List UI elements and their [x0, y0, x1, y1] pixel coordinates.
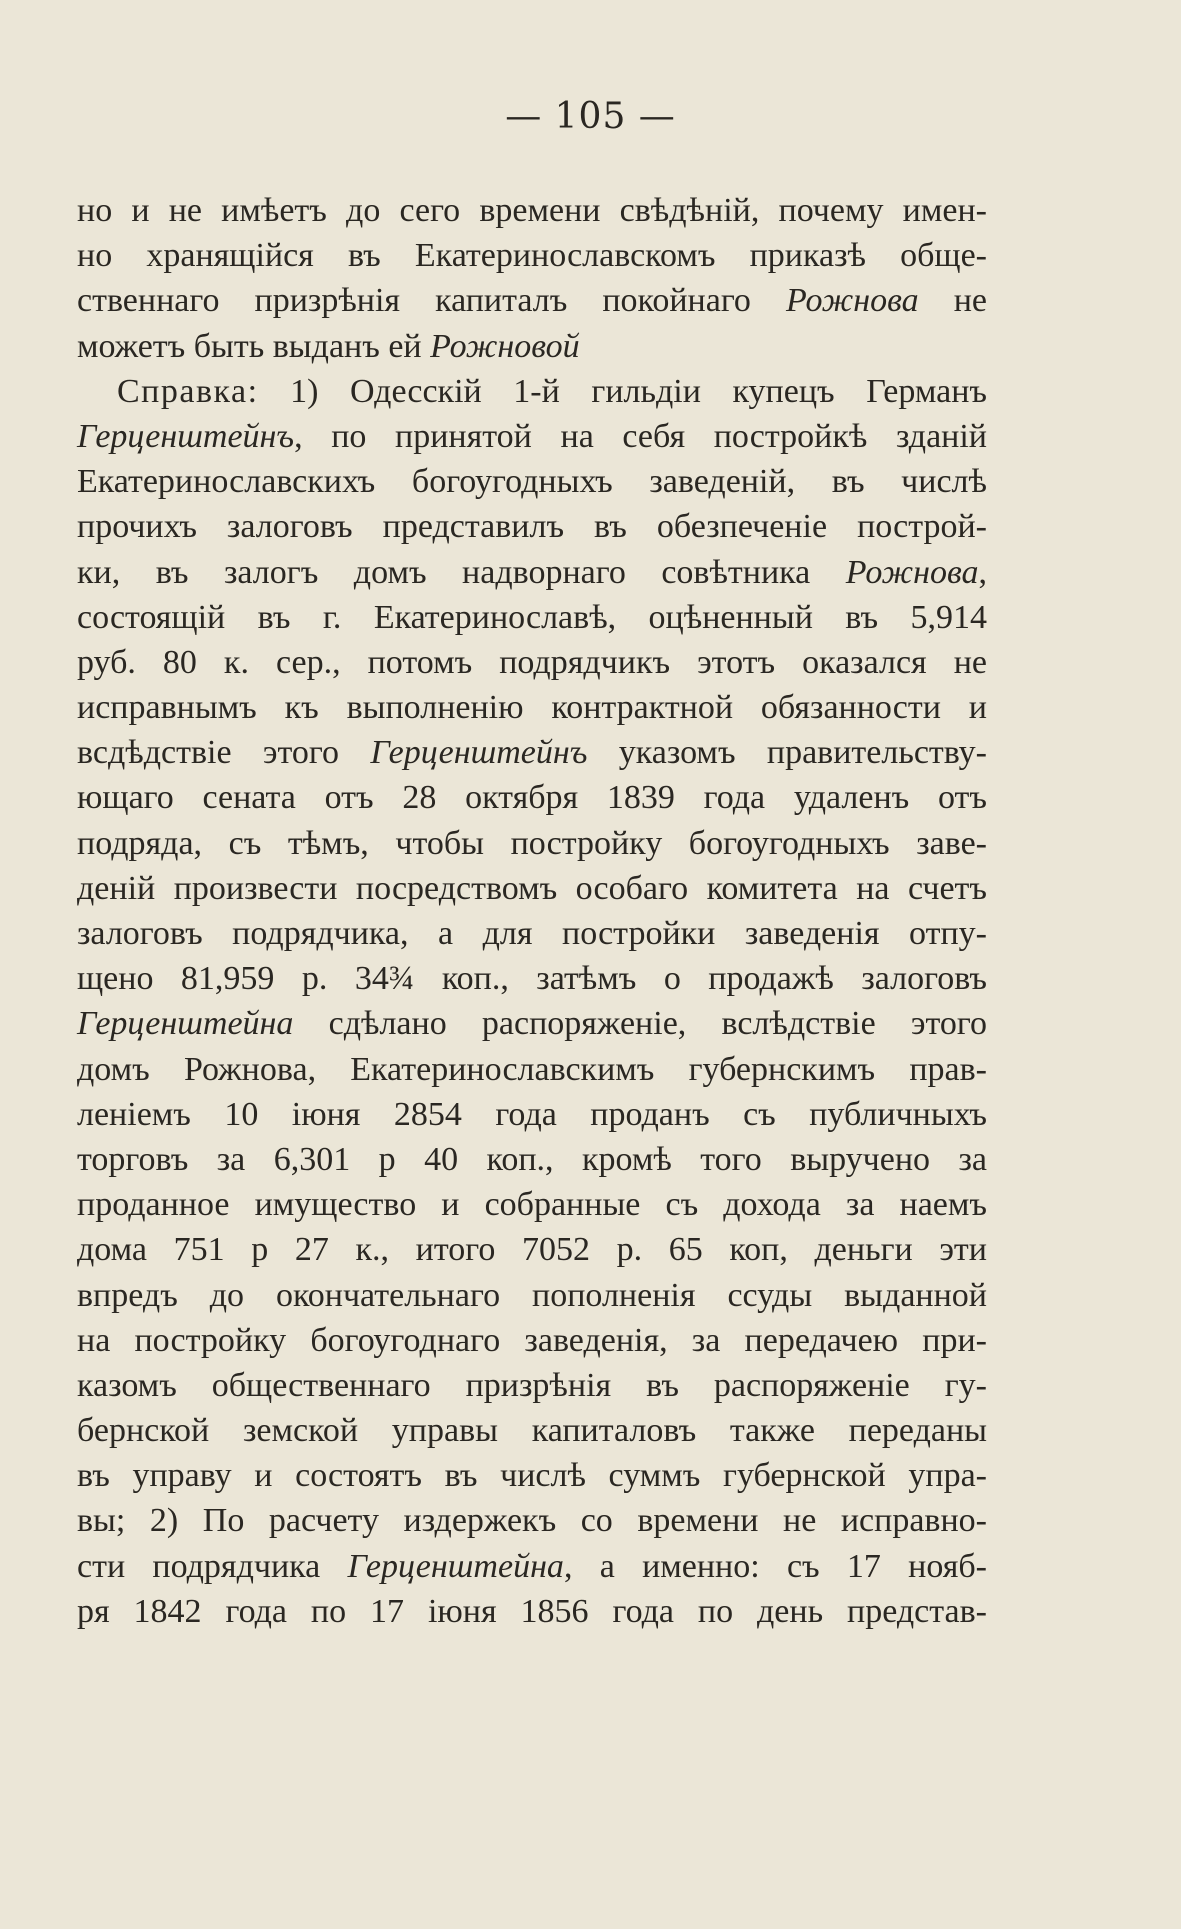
text-segment: ря 1842 года по 17 іюня 1856 года по день представ-	[77, 1592, 987, 1630]
text-segment: ственнаго призрѣнія капиталъ покойнаго	[77, 282, 786, 320]
text-line	[77, 278, 987, 323]
text-segment: вы; 2) По расчету издержекъ со времени не исправно-	[77, 1502, 987, 1540]
text-line	[77, 1498, 987, 1543]
text-line	[77, 1453, 987, 1498]
text-segment: казомъ общественнаго призрѣнія въ распоряженіе гу-	[77, 1366, 987, 1404]
text-line	[77, 730, 987, 775]
text-segment: залоговъ подрядчика, а для постройки заведенія отпу-	[77, 915, 987, 952]
text-segment: не	[918, 282, 987, 320]
text-line	[77, 1273, 987, 1318]
text-segment: можетъ быть выданъ ей	[77, 327, 431, 365]
text-line	[77, 1182, 987, 1227]
text-line	[77, 685, 987, 730]
section-label: Справка:	[117, 372, 259, 410]
text-line	[77, 1544, 987, 1589]
text-segment: прочихъ залоговъ представилъ въ обезпеченіе построй-	[77, 508, 987, 546]
page-number: — 105 —	[505, 96, 676, 137]
text-segment: подряда, съ тѣмъ, чтобы постройку богоугодныхъ заве-	[77, 824, 987, 862]
text-line	[77, 504, 987, 549]
text-line	[77, 595, 987, 640]
text-segment: бернской земской управы капиталовъ также переданы	[77, 1412, 987, 1450]
text-segment: ющаго сената отъ 28 октября 1839 года удаленъ отъ	[77, 779, 987, 817]
text-segment: ки, въ залогъ домъ надворнаго совѣтника	[77, 553, 846, 591]
text-segment: сти подрядчика	[77, 1547, 348, 1585]
text-line	[77, 459, 987, 504]
text-line	[77, 775, 987, 820]
text-segment: , по принятой на себя постройкѣ зданій	[294, 417, 987, 455]
text-line	[77, 324, 987, 369]
text-segment: щено 81,959 р. 34¾ коп., затѣмъ о продажѣ залоговъ	[77, 960, 987, 998]
text-segment: Екатеринославскихъ богоугодныхъ заведеній, въ числѣ	[77, 463, 987, 501]
text-line	[77, 1137, 987, 1182]
text-segment: проданное имущество и собранные съ дохода за наемъ	[77, 1186, 987, 1224]
text-segment: деній произвести посредствомъ особаго комитета на счетъ	[77, 869, 987, 907]
text-segment: руб. 80 к. сер., потомъ подрядчикъ этотъ оказался не	[77, 643, 987, 681]
text-segment: сдѣлано распоряженіе, вслѣдствіе этого	[293, 1005, 987, 1043]
italic-name: Герценштейна	[347, 1547, 564, 1585]
italic-name: Герценштейнъ	[370, 734, 588, 772]
text-line	[77, 1363, 987, 1408]
text-segment: дома 751 р 27 к., итого 7052 р. 65 коп, деньги эти	[77, 1231, 987, 1269]
italic-name: Герценштейна	[77, 1005, 294, 1043]
text-segment: на постройку богоугоднаго заведенія, за передачею при-	[77, 1321, 987, 1359]
text-line	[77, 866, 987, 911]
text-line	[77, 1408, 987, 1453]
text-line	[77, 188, 987, 233]
text-segment: 1) Одесскій 1-й гильдіи купецъ Германъ	[258, 372, 987, 410]
text-line	[77, 550, 987, 595]
text-segment: впредъ до окончательнаго пополненія ссуды выданной	[77, 1276, 987, 1314]
text-segment: указомъ правительству-	[587, 734, 987, 772]
text-segment: торговъ за 6,301 р 40 коп., кромѣ того выручено за	[77, 1140, 987, 1178]
text-line	[77, 1227, 987, 1272]
italic-name: Рожновой	[430, 327, 580, 365]
text-segment: въ управу и состоятъ въ числѣ суммъ губернской упра-	[77, 1457, 987, 1495]
text-segment: но и не имѣетъ до сего времени свѣдѣній, почему имен-	[77, 192, 987, 229]
text-segment: всдѣдствіе этого	[77, 734, 371, 772]
text-line	[77, 1092, 987, 1137]
text-segment: но хранящійся въ Екатеринославскомъ приказѣ обще-	[77, 237, 987, 275]
text-segment: состоящій въ г. Екатеринославѣ, оцѣненный въ 5,914	[77, 598, 987, 636]
text-line	[77, 956, 987, 1001]
text-line	[77, 1589, 987, 1634]
text-segment: леніемъ 10 іюня 2854 года проданъ съ публичныхъ	[77, 1095, 987, 1133]
text-line	[77, 911, 987, 956]
text-line	[77, 414, 987, 459]
text-segment: , а именно: съ 17 нояб-	[563, 1547, 987, 1585]
text-segment: исправнымъ къ выполненію контрактной обязанности и	[77, 689, 987, 727]
text-line	[77, 821, 987, 866]
text-line	[77, 1318, 987, 1363]
text-segment: домъ Рожнова, Екатеринославскимъ губернскимъ прав-	[77, 1050, 987, 1088]
italic-name: Рожнова	[845, 553, 979, 591]
text-line	[77, 1047, 987, 1092]
text-line	[77, 640, 987, 685]
text-line	[77, 1001, 987, 1046]
text-line	[77, 369, 987, 414]
italic-name: Рожнова	[785, 282, 919, 320]
body-text	[77, 188, 987, 1634]
text-line	[77, 233, 987, 278]
italic-name: Герценштейнъ	[77, 417, 295, 455]
text-segment: ,	[978, 553, 987, 591]
